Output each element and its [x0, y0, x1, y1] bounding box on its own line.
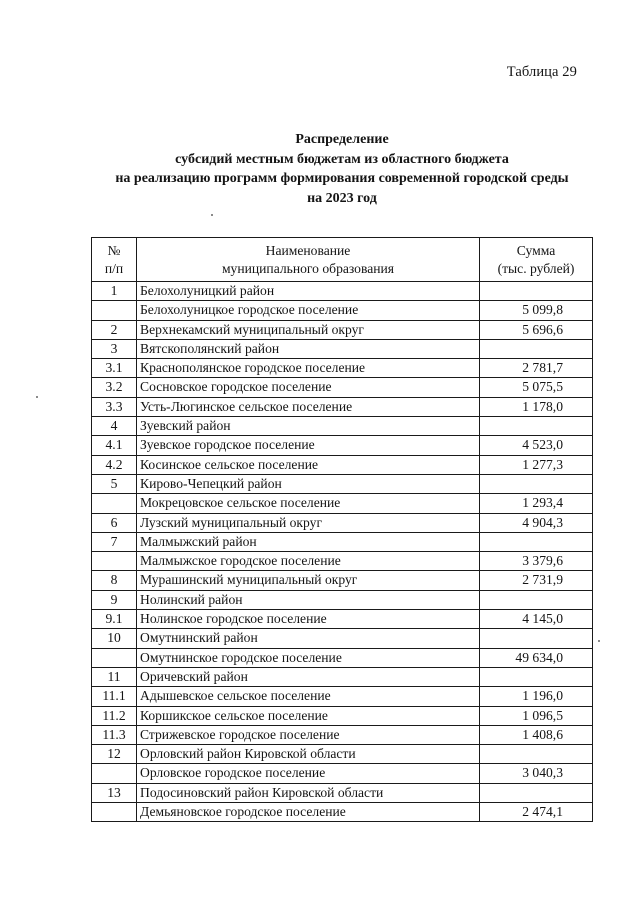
- row-number: [92, 764, 137, 783]
- row-name: Орловское городское поселение: [137, 764, 480, 783]
- header-name: [137, 238, 480, 282]
- row-sum: [480, 667, 593, 686]
- row-number: 12: [92, 745, 137, 764]
- row-sum: 4 145,0: [480, 610, 593, 629]
- table-row: [92, 590, 593, 609]
- table-row: [92, 301, 593, 320]
- row-name: Нолинский район: [137, 590, 480, 609]
- table-row: [92, 552, 593, 571]
- header-sum-line2: (тыс. рублей): [497, 260, 575, 276]
- table-row: [92, 745, 593, 764]
- header-sum: [480, 238, 593, 282]
- row-number: 11.1: [92, 687, 137, 706]
- row-sum: 3 040,3: [480, 764, 593, 783]
- row-name: Белохолуницкое городское поселение: [137, 301, 480, 320]
- row-number: 13: [92, 783, 137, 802]
- row-sum: [480, 282, 593, 301]
- row-sum: 2 731,9: [480, 571, 593, 590]
- table-number-label: Таблица 29: [506, 64, 577, 80]
- title-line: на реализацию программ формирования современной городской среды: [115, 171, 569, 186]
- table-header-row: [92, 238, 593, 282]
- row-name: Омутнинский район: [137, 629, 480, 648]
- row-number: [92, 803, 137, 822]
- table-row: [92, 455, 593, 474]
- row-sum: [480, 339, 593, 358]
- table-row: [92, 474, 593, 493]
- row-number: 4.1: [92, 436, 137, 455]
- table-row: [92, 359, 593, 378]
- row-sum: [480, 474, 593, 493]
- row-sum: 1 293,4: [480, 494, 593, 513]
- table-row: [92, 610, 593, 629]
- table-row: [92, 397, 593, 416]
- row-name: Нолинское городское поселение: [137, 610, 480, 629]
- header-number-line2: п/п: [104, 260, 124, 276]
- table-row: [92, 725, 593, 744]
- row-number: 3.2: [92, 378, 137, 397]
- row-name: Краснополянское городское поселение: [137, 359, 480, 378]
- row-number: 3.1: [92, 359, 137, 378]
- row-sum: 49 634,0: [480, 648, 593, 667]
- table-row: [92, 629, 593, 648]
- row-sum: [480, 783, 593, 802]
- table-row: [92, 378, 593, 397]
- row-sum: 1 178,0: [480, 397, 593, 416]
- row-number: 10: [92, 629, 137, 648]
- scan-speck: [36, 396, 38, 398]
- row-name: Коршикское сельское поселение: [137, 706, 480, 725]
- table-row: [92, 320, 593, 339]
- row-number: 4.2: [92, 455, 137, 474]
- row-name: Демьяновское городское поселение: [137, 803, 480, 822]
- row-sum: 5 099,8: [480, 301, 593, 320]
- row-sum: 4 904,3: [480, 513, 593, 532]
- header-name-line1: Наименование: [265, 243, 351, 258]
- row-number: 9.1: [92, 610, 137, 629]
- row-sum: [480, 745, 593, 764]
- row-name: Зуевское городское поселение: [137, 436, 480, 455]
- row-sum: 3 379,6: [480, 552, 593, 571]
- row-name: Зуевский район: [137, 417, 480, 436]
- row-name: Кирово-Чепецкий район: [137, 474, 480, 493]
- table-row: [92, 706, 593, 725]
- row-name: Омутнинское городское поселение: [137, 648, 480, 667]
- table-row: [92, 513, 593, 532]
- row-number: 6: [92, 513, 137, 532]
- row-number: [92, 552, 137, 571]
- header-sum-line1: Сумма: [516, 243, 556, 258]
- row-name: Малмыжское городское поселение: [137, 552, 480, 571]
- table-row: [92, 571, 593, 590]
- row-sum: [480, 629, 593, 648]
- row-name: Вятскополянский район: [137, 339, 480, 358]
- row-name: Сосновское городское поселение: [137, 378, 480, 397]
- row-number: 4: [92, 417, 137, 436]
- row-number: [92, 648, 137, 667]
- row-name: Оричевский район: [137, 667, 480, 686]
- row-name: Подосиновский район Кировской области: [137, 783, 480, 802]
- row-number: 11.3: [92, 725, 137, 744]
- row-sum: 1 408,6: [480, 725, 593, 744]
- row-sum: 1 196,0: [480, 687, 593, 706]
- table-row: [92, 532, 593, 551]
- row-name: Мокрецовское сельское поселение: [137, 494, 480, 513]
- row-sum: 2 474,1: [480, 803, 593, 822]
- row-number: [92, 494, 137, 513]
- table-row: [92, 494, 593, 513]
- row-name: Косинское сельское поселение: [137, 455, 480, 474]
- subsidy-table: [91, 237, 593, 822]
- row-sum: 5 075,5: [480, 378, 593, 397]
- title-line: субсидий местным бюджетам из областного бюджета: [175, 151, 509, 167]
- row-name: Малмыжский район: [137, 532, 480, 551]
- row-name: Белохолуницкий район: [137, 282, 480, 301]
- row-sum: 2 781,7: [480, 359, 593, 378]
- table-row: [92, 436, 593, 455]
- header-number: [92, 238, 137, 282]
- row-number: 11: [92, 667, 137, 686]
- table-row: [92, 417, 593, 436]
- row-number: 7: [92, 532, 137, 551]
- table-row: [92, 783, 593, 802]
- row-sum: 1 277,3: [480, 455, 593, 474]
- row-number: 8: [92, 571, 137, 590]
- table-row: [92, 667, 593, 686]
- table-row: [92, 764, 593, 783]
- table-row: [92, 648, 593, 667]
- row-sum: 4 523,0: [480, 436, 593, 455]
- row-number: 3: [92, 339, 137, 358]
- row-name: Усть-Люгинское сельское поселение: [137, 397, 480, 416]
- row-sum: [480, 532, 593, 551]
- scan-speck: [598, 640, 600, 642]
- table-row: [92, 339, 593, 358]
- row-number: 3.3: [92, 397, 137, 416]
- row-number: [92, 301, 137, 320]
- row-name: Верхнекамский муниципальный округ: [137, 320, 480, 339]
- title-line: Распределение: [295, 132, 389, 147]
- row-number: 1: [92, 282, 137, 301]
- row-number: 5: [92, 474, 137, 493]
- row-name: Мурашинский муниципальный округ: [137, 571, 480, 590]
- header-name-line2: муниципального образования: [221, 260, 395, 276]
- document-title: [0, 130, 640, 208]
- title-line: на 2023 год: [307, 190, 377, 206]
- row-sum: 1 096,5: [480, 706, 593, 725]
- row-number: 9: [92, 590, 137, 609]
- table-row: [92, 687, 593, 706]
- header-number-line1: №: [107, 243, 121, 258]
- row-name: Лузский муниципальный округ: [137, 513, 480, 532]
- row-sum: 5 696,6: [480, 320, 593, 339]
- row-name: Стрижевское городское поселение: [137, 725, 480, 744]
- table-row: [92, 282, 593, 301]
- row-name: Адышевское сельское поселение: [137, 687, 480, 706]
- row-sum: [480, 417, 593, 436]
- row-name: Орловский район Кировской области: [137, 745, 480, 764]
- scan-speck: [211, 214, 213, 216]
- row-number: 11.2: [92, 706, 137, 725]
- row-number: 2: [92, 320, 137, 339]
- row-sum: [480, 590, 593, 609]
- table-row: [92, 803, 593, 822]
